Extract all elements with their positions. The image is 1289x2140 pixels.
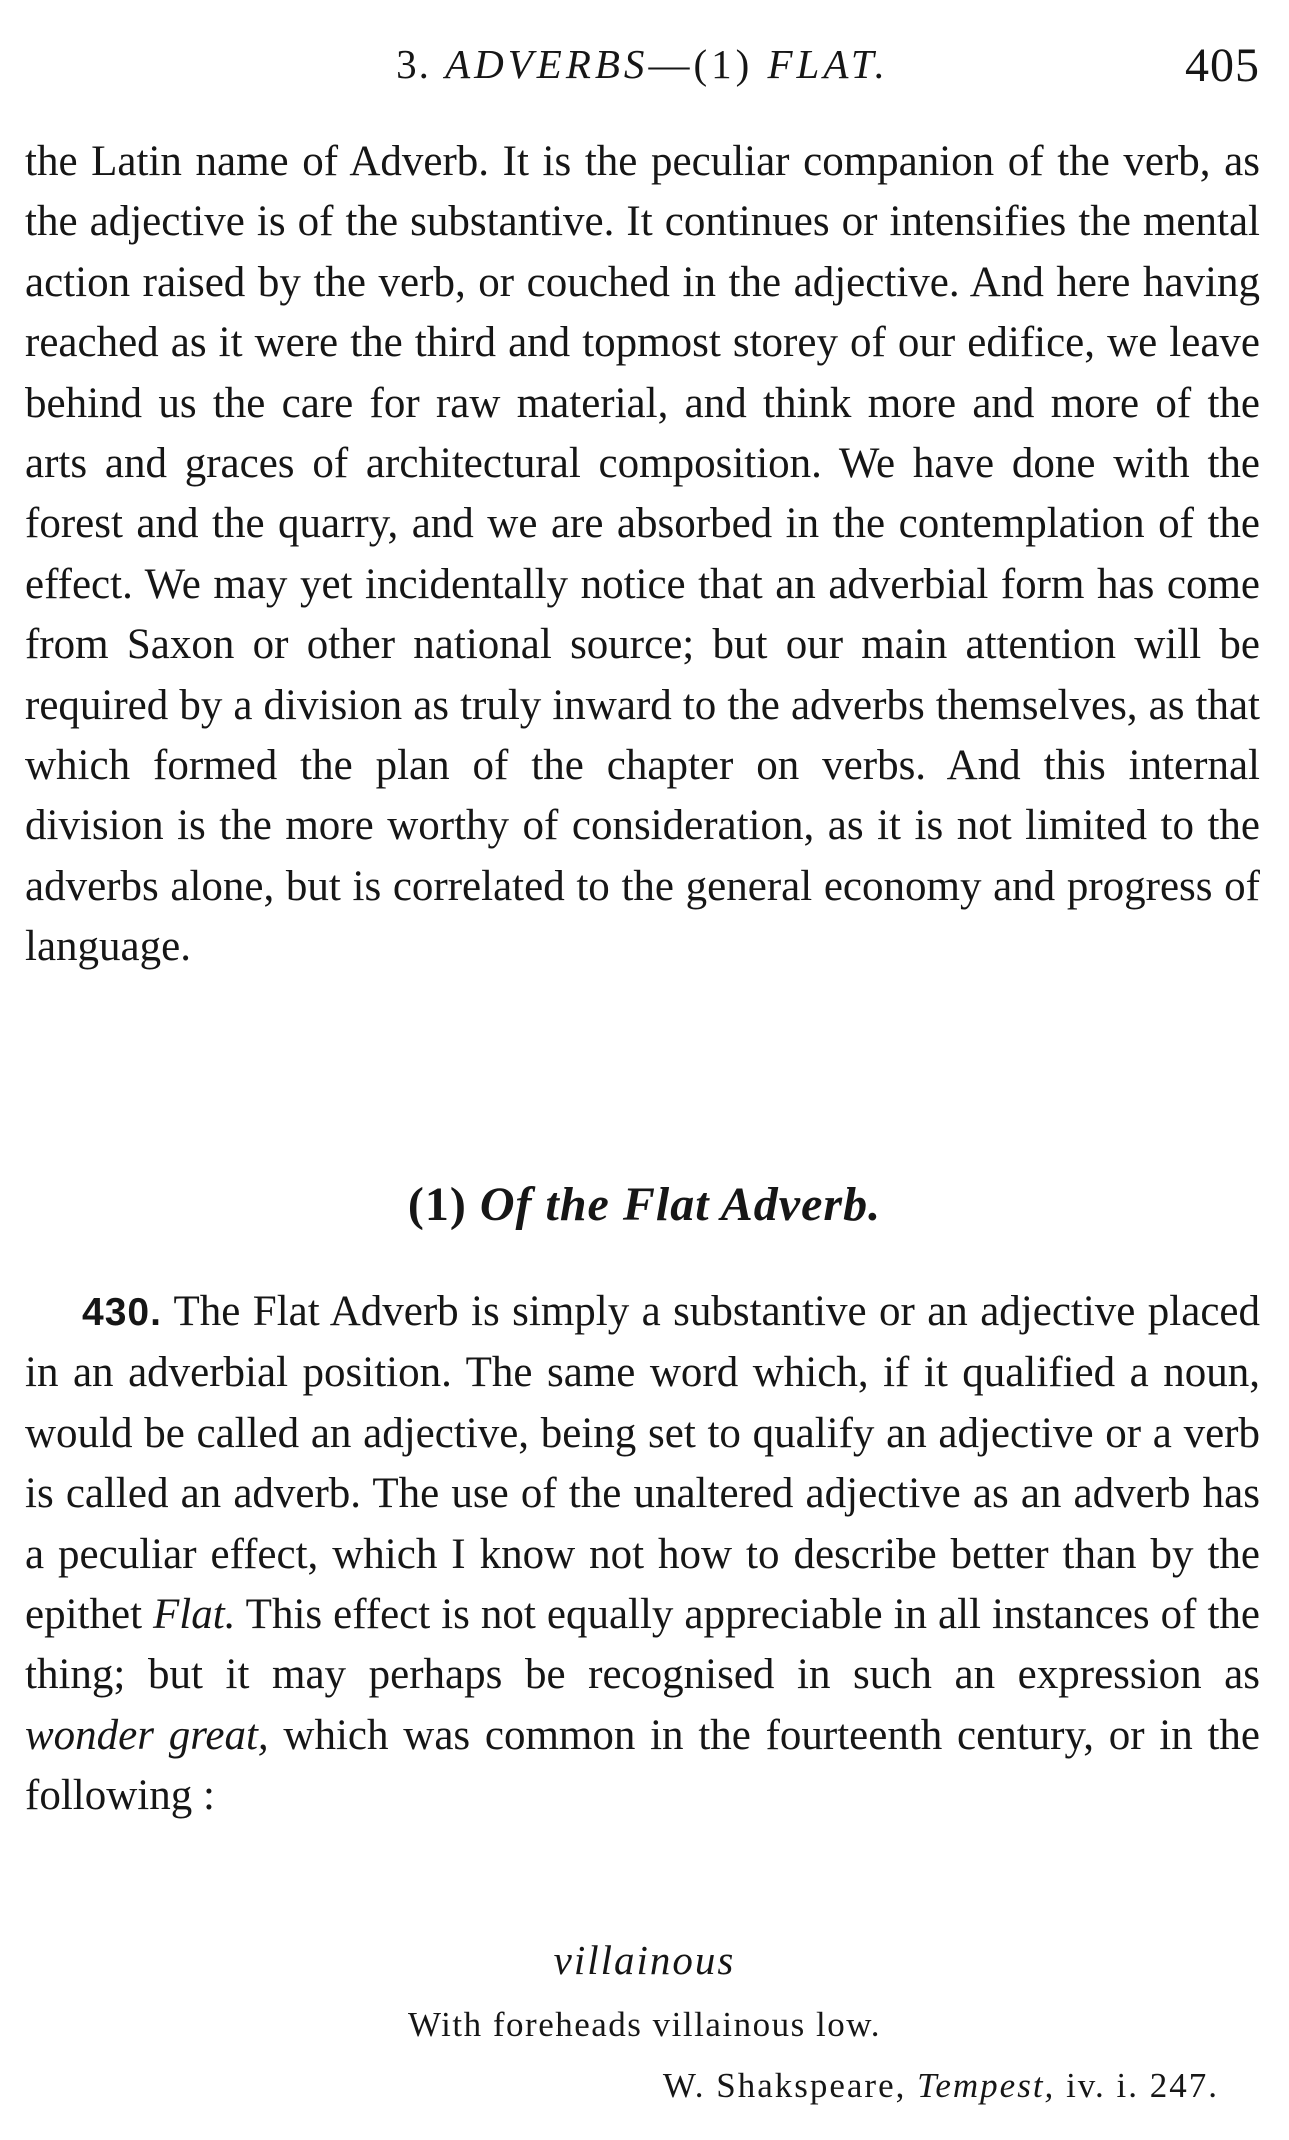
page-number: 405	[1185, 39, 1260, 92]
paragraph-number: 430.	[82, 1291, 162, 1334]
example-phrase: wonder great,	[25, 1711, 269, 1759]
quotation-gloss: villainous	[553, 1937, 736, 1983]
paragraph-430	[25, 1282, 1260, 1827]
quotation-line: With foreheads villainous low.	[408, 2005, 881, 2044]
running-title	[25, 40, 1260, 88]
header-title-adverbs: ADVERBS	[445, 41, 649, 87]
paragraph-text-2: This effect is not equally appreciable in all instances of the thing; but it may perhaps be recognised in such an expression as	[25, 1591, 1261, 1699]
section-heading-number: (1)	[407, 1178, 467, 1231]
header-title-dash: —	[648, 41, 694, 87]
quotation-author: W. Shakspeare,	[662, 2066, 907, 2105]
header-section-number: 3.	[396, 41, 431, 87]
quotation-work: Tempest,	[917, 2066, 1056, 2105]
running-head	[25, 32, 1260, 102]
section-heading-title: Of the Flat Adverb.	[479, 1178, 882, 1231]
quotation-reference: iv. i. 247.	[1066, 2066, 1219, 2105]
term-flat: Flat.	[153, 1591, 236, 1639]
paragraph-text-3: which was common in the fourteenth century, or in the following :	[25, 1711, 1260, 1820]
paragraph-text-1: The Flat Adverb is simply a substantive or an adjective placed in an adverbial position. The same word which, if it qualified a noun, would be called an adjective, being set to qualify an adjective or a verb is called an adverb. The use of the unaltered adjective as an adverb has a peculiar effect, which I know not how to describe better than by the epithet	[25, 1288, 1260, 1639]
header-part-name: FLAT.	[767, 41, 889, 87]
quotation-attribution	[663, 2066, 1219, 2106]
header-part-number: (1)	[693, 41, 754, 87]
intro-paragraph: the Latin name of Adverb. It is the peculiar companion of the verb, as the adjective is of the substantive. It continues or intensifies the mental action raised by the verb, or couched in the adjective. And here having reached as it were the third and topmost storey of our edifice, we leave behind us the care for raw material, and think more and more of the arts and graces of architectural composition. We have done with the forest and the quarry, and we are absorbed in the contemplation of the effect. We may yet incidentally notice that an adverbial form has come from Saxon or other national source; but our main attention will be required by a division as truly inward to the adverbs themselves, as that which formed the plan of the chapter on verbs. And this internal division is the more worthy of consideration, as it is not limited to the adverbs alone, but is correlated to the general economy and progress of language.	[25, 138, 1260, 971]
section-heading	[0, 1177, 1289, 1232]
